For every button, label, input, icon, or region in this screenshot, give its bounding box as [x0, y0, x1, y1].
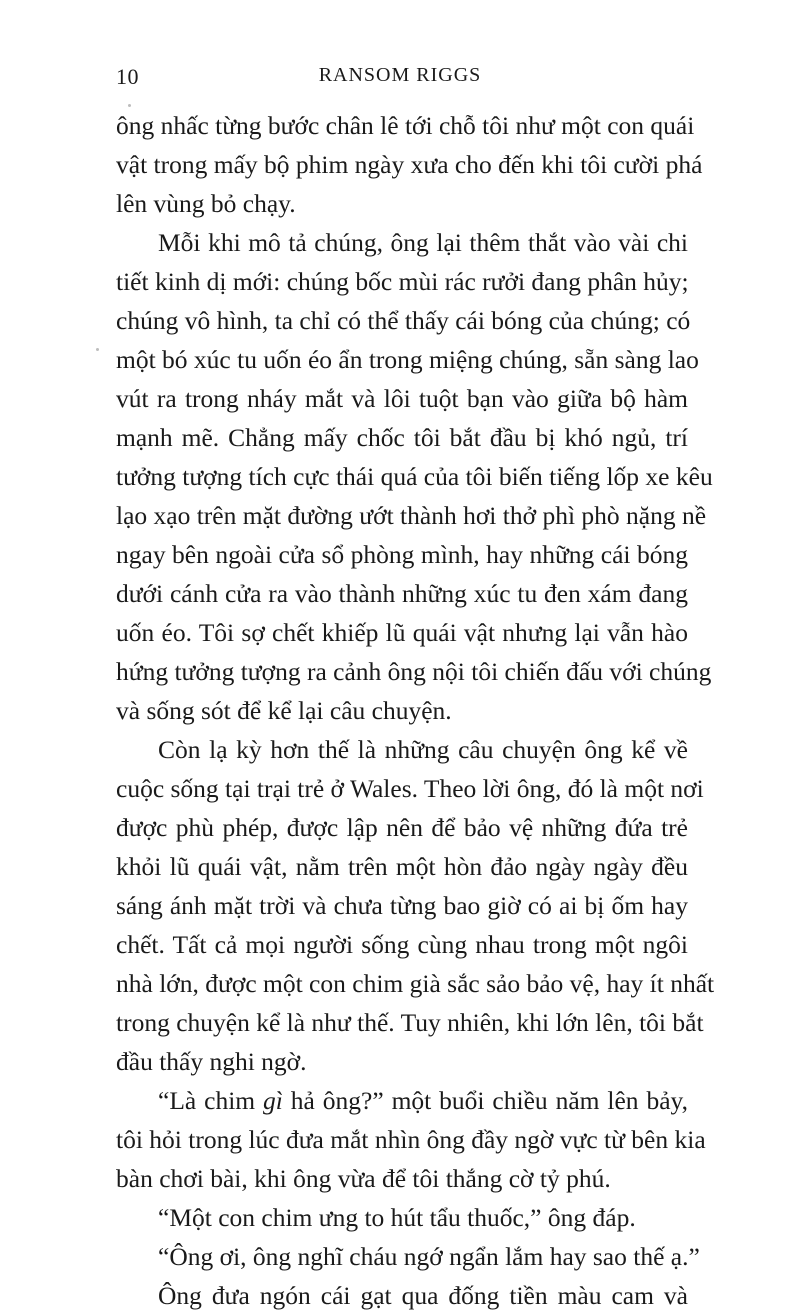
- text-line: “Ông ơi, ông nghĩ cháu ngớ ngẩn lắm hay sao thế ạ.”: [158, 1242, 700, 1271]
- page-number: 10: [116, 64, 139, 89]
- text-line: chúng vô hình, ta chỉ có thể thấy cái bóng của chúng; có: [116, 306, 691, 335]
- text-line: [116, 1081, 688, 1120]
- text-line: uốn éo. Tôi sợ chết khiếp lũ quái vật nhưng lại vẫn hào: [116, 618, 688, 647]
- dialogue-start: “Là chim: [158, 1086, 264, 1115]
- emphasis-word: gì: [263, 1086, 283, 1115]
- text-line: lạo xạo trên mặt đường ướt thành hơi thở phì phò nặng nề: [116, 501, 707, 530]
- text-line: mạnh mẽ. Chẳng mấy chốc tôi bắt đầu bị khó ngủ, trí: [116, 423, 688, 452]
- text-line: ngay bên ngoài cửa sổ phòng mình, hay những cái bóng: [116, 540, 688, 569]
- text-line: Mỗi khi mô tả chúng, ông lại thêm thắt vào vài chi: [158, 228, 688, 257]
- text-line: đầu thấy nghi ngờ.: [116, 1047, 307, 1076]
- text-line: dưới cánh cửa ra vào thành những xúc tu đen xám đang: [116, 579, 688, 608]
- text-line: Ông đưa ngón cái gạt qua đống tiền màu cam và: [158, 1281, 688, 1310]
- text-line: tưởng tượng tích cực thái quá của tôi biến tiếng lốp xe kêu: [116, 462, 713, 491]
- text-line: tôi hỏi trong lúc đưa mắt nhìn ông đầy ngờ vực từ bên kia: [116, 1125, 706, 1154]
- text-line: sáng ánh mặt trời và chưa từng bao giờ có ai bị ốm hay: [116, 891, 688, 920]
- text-line: một bó xúc tu uốn éo ẩn trong miệng chúng, sẵn sàng lao: [116, 345, 699, 374]
- text-line: ông nhấc từng bước chân lê tới chỗ tôi như một con quái: [116, 111, 695, 140]
- text-line: vút ra trong nháy mắt và lôi tuột bạn vào giữa bộ hàm: [116, 384, 688, 413]
- text-line: và sống sót để kể lại câu chuyện.: [116, 696, 452, 725]
- text-line: tiết kinh dị mới: chúng bốc mùi rác rưởi đang phân hủy;: [116, 267, 689, 296]
- text-line: vật trong mấy bộ phim ngày xưa cho đến khi tôi cười phá: [116, 150, 703, 179]
- text-line: hứng tưởng tượng ra cảnh ông nội tôi chiến đấu với chúng: [116, 657, 712, 686]
- text-line: Còn lạ kỳ hơn thế là những câu chuyện ông kể về: [158, 735, 688, 764]
- text-line: nhà lớn, được một con chim già sắc sảo bảo vệ, hay ít nhất: [116, 969, 715, 998]
- text-line: lên vùng bỏ chạy.: [116, 189, 296, 218]
- text-line: trong chuyện kể là như thế. Tuy nhiên, khi lớn lên, tôi bắt: [116, 1008, 704, 1037]
- text-line: cuộc sống tại trại trẻ ở Wales. Theo lời ông, đó là một nơi: [116, 774, 704, 803]
- text-line: khỏi lũ quái vật, nằm trên một hòn đảo ngày ngày đều: [116, 852, 688, 881]
- text-line: được phù phép, được lập nên để bảo vệ những đứa trẻ: [116, 813, 688, 842]
- text-line: chết. Tất cả mọi người sống cùng nhau trong một ngôi: [116, 930, 688, 959]
- scan-speck: [96, 348, 99, 351]
- text-line: “Một con chim ưng to hút tẩu thuốc,” ông đáp.: [158, 1203, 636, 1232]
- running-head: RANSOM RIGGS: [318, 64, 482, 86]
- body-text: [116, 106, 715, 1315]
- dialogue-rest: hả ông?” một buổi chiều năm lên bảy,: [282, 1086, 689, 1115]
- text-line: bàn chơi bài, khi ông vừa để tôi thắng cờ tỷ phú.: [116, 1164, 611, 1193]
